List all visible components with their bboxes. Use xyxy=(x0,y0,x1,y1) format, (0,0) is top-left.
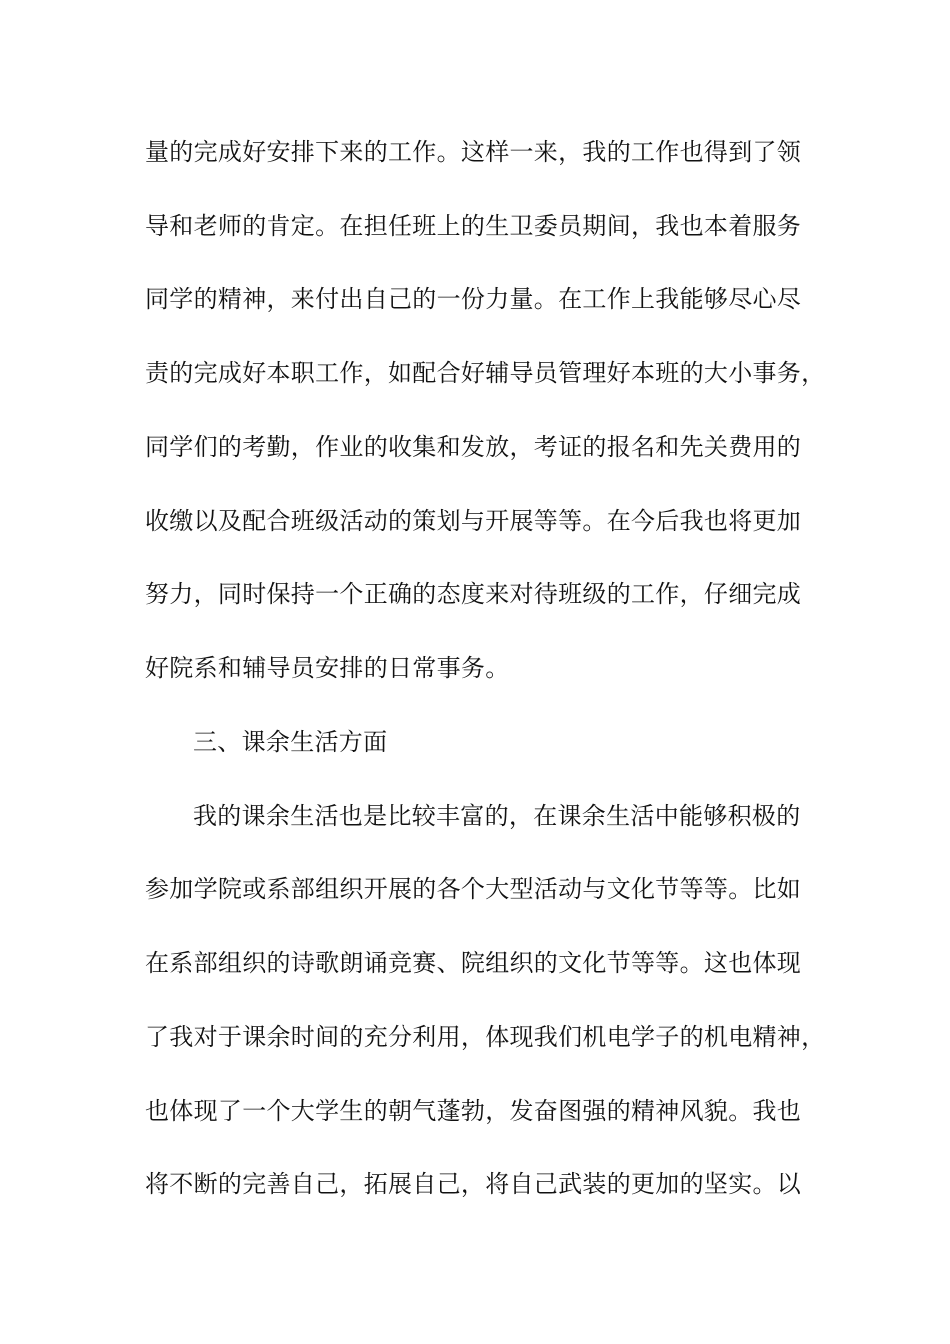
section-heading: 三、课余生活方面 xyxy=(193,728,388,756)
paragraph-line: 同学们的考勤，作业的收集和发放，考证的报名和先关费用的 xyxy=(145,433,802,461)
paragraph-line: 同学的精神，来付出自己的一份力量。在工作上我能够尽心尽 xyxy=(145,285,802,313)
paragraph-line: 导和老师的肯定。在担任班上的生卫委员期间，我也本着服务 xyxy=(145,212,802,240)
paragraph-line: 我的课余生活也是比较丰富的，在课余生活中能够积极的 xyxy=(193,802,801,830)
paragraph-line: 收缴以及配合班级活动的策划与开展等等。在今后我也将更加 xyxy=(145,507,802,535)
paragraph-line: 责的完成好本职工作，如配合好辅导员管理好本班的大小事务， xyxy=(145,359,826,387)
paragraph-line: 好院系和辅导员安排的日常事务。 xyxy=(145,654,510,682)
paragraph-line: 也体现了一个大学生的朝气蓬勃，发奋图强的精神风貌。我也 xyxy=(145,1097,802,1125)
paragraph-line: 量的完成好安排下来的工作。这样一来，我的工作也得到了领 xyxy=(145,138,802,166)
paragraph-line: 努力，同时保持一个正确的态度来对待班级的工作，仔细完成 xyxy=(145,580,802,608)
paragraph-line: 将不断的完善自己，拓展自己，将自己武装的更加的坚实。以 xyxy=(145,1170,802,1198)
paragraph-line: 了我对于课余时间的充分利用，体现我们机电学子的机电精神， xyxy=(145,1023,826,1051)
paragraph-line: 在系部组织的诗歌朗诵竞赛、院组织的文化节等等。这也体现 xyxy=(145,949,802,977)
paragraph-line: 参加学院或系部组织开展的各个大型活动与文化节等等。比如 xyxy=(145,875,802,903)
